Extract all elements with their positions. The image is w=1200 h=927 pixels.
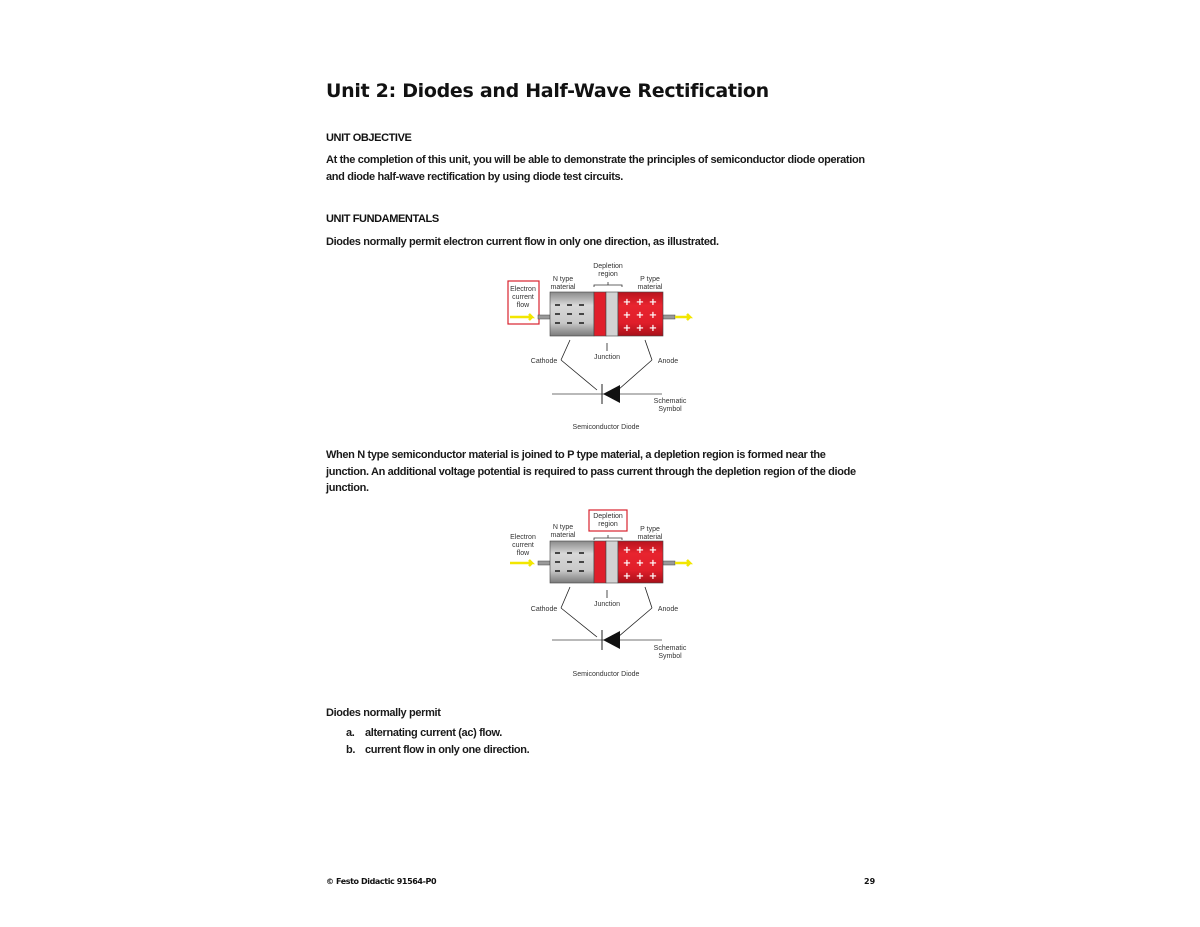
figure-caption: Semiconductor Diode — [572, 424, 640, 431]
svg-text:N type: N type — [552, 524, 574, 531]
svg-text:+: + — [635, 571, 645, 582]
option-a[interactable] — [346, 725, 529, 742]
svg-text:+: + — [648, 571, 658, 582]
question-stem: Diodes normally permit — [326, 707, 441, 719]
diode-symbol-icon — [603, 631, 620, 649]
svg-text:Junction: Junction — [593, 601, 621, 608]
svg-text:Cathode: Cathode — [530, 606, 558, 613]
svg-text:+: + — [635, 323, 645, 334]
svg-text:Junction: Junction — [593, 354, 621, 361]
option-text: alternating current (ac) flow. — [365, 727, 503, 739]
svg-text:+: + — [622, 571, 632, 582]
svg-text:N type: N type — [552, 276, 574, 283]
svg-text:current: current — [512, 294, 534, 301]
semiconductor-diode-diagram — [500, 507, 700, 682]
svg-text:Electron: Electron — [510, 534, 536, 541]
svg-text:Anode: Anode — [657, 358, 679, 365]
objective-text: At the completion of this unit, you will be able to demonstrate the principles of semiconductor diode operation and diode half-wave rectification by using diode test circuits. — [326, 154, 865, 183]
electron-flow-arrow-icon — [510, 314, 532, 320]
svg-text:Anode: Anode — [657, 606, 679, 613]
semiconductor-diode-diagram — [500, 260, 700, 435]
svg-text:+: + — [648, 310, 658, 321]
option-text: current flow in only one direction. — [365, 744, 530, 756]
diode-symbol-icon — [603, 385, 620, 403]
svg-text:+: + — [648, 558, 658, 569]
answer-options — [346, 725, 529, 759]
electron-flow-arrow-icon — [510, 560, 532, 566]
depletion-region — [594, 541, 606, 583]
svg-text:+: + — [622, 297, 632, 308]
fundamentals-intro: Diodes normally permit electron current flow in only one direction, as illustrated. — [326, 236, 719, 248]
svg-text:+: + — [635, 558, 645, 569]
diode-figure-1 — [500, 260, 700, 435]
fundamentals-paragraph-2: When N type semiconductor material is joined to P type material, a depletion region is formed near the junction. An additional voltage potential is required to pass current through the depletion region of the diode junction. — [326, 449, 856, 494]
objective-heading: UNIT OBJECTIVE — [326, 132, 412, 144]
svg-text:+: + — [622, 558, 632, 569]
svg-text:material: material — [637, 284, 663, 291]
page-title: Unit 2: Diodes and Half-Wave Rectification — [326, 80, 769, 102]
diode-figure-2 — [500, 507, 700, 682]
svg-text:+: + — [635, 297, 645, 308]
svg-text:+: + — [622, 545, 632, 556]
svg-text:+: + — [648, 297, 658, 308]
svg-text:current: current — [512, 542, 534, 549]
svg-text:material: material — [637, 534, 663, 541]
option-letter: a. — [346, 727, 355, 739]
svg-text:Schematic: Schematic — [653, 398, 687, 405]
svg-text:+: + — [648, 545, 658, 556]
svg-text:material: material — [550, 532, 576, 539]
svg-text:region: region — [598, 271, 618, 278]
svg-text:P type: P type — [640, 526, 660, 533]
svg-text:+: + — [622, 323, 632, 334]
svg-text:Symbol: Symbol — [658, 406, 682, 413]
svg-text:Cathode: Cathode — [530, 358, 558, 365]
svg-text:+: + — [635, 545, 645, 556]
svg-text:+: + — [648, 323, 658, 334]
figure-caption: Semiconductor Diode — [572, 671, 640, 678]
svg-text:Symbol: Symbol — [658, 653, 682, 660]
svg-text:Depletion: Depletion — [593, 513, 623, 520]
svg-text:Schematic: Schematic — [653, 645, 687, 652]
svg-text:+: + — [622, 310, 632, 321]
footer-copyright: © Festo Didactic 91564-P0 — [326, 877, 437, 886]
svg-text:region: region — [598, 521, 618, 528]
svg-text:Electron: Electron — [510, 286, 536, 293]
fundamentals-heading: UNIT FUNDAMENTALS — [326, 213, 439, 225]
depletion-region — [594, 292, 606, 336]
svg-text:+: + — [635, 310, 645, 321]
svg-text:Depletion: Depletion — [593, 263, 623, 270]
option-b[interactable] — [346, 742, 529, 759]
page-number: 29 — [864, 877, 876, 886]
svg-text:flow: flow — [516, 550, 530, 557]
svg-text:material: material — [550, 284, 576, 291]
svg-text:flow: flow — [516, 302, 530, 309]
option-letter: b. — [346, 744, 356, 756]
svg-text:P type: P type — [640, 276, 660, 283]
